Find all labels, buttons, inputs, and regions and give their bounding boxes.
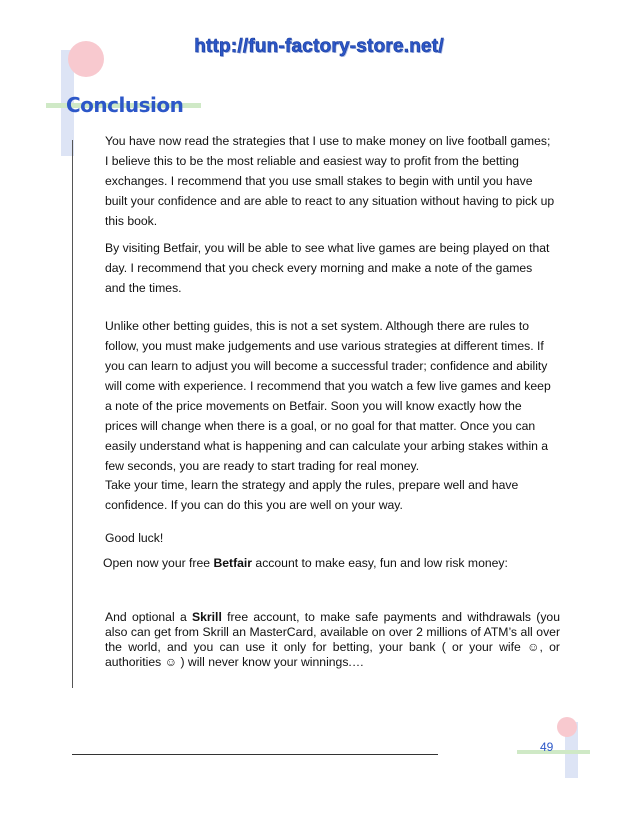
betfair-offer-suffix: account to make easy, fun and low risk money: [252, 556, 508, 570]
footer-decorative-horizontal-bar [517, 750, 590, 754]
paragraph-intro: You have now read the strategies that I use to make money on live football games; I believe this to be the most reliable and easiest way to profit from the betting exchanges. I recommend that you use small stakes to begin with until you have built your confidence and are able to react to any situation without having to pick up this book. [105, 134, 555, 228]
left-margin-rule [72, 140, 73, 688]
paragraph-system: Unlike other betting guides, this is not a set system. Although there are rules to follow, you must make judgements and use various strategies at different times. If you can learn to adjust you will become a successful trader; confidence and ability will come with experience. I recommend that you watch a few live games and keep a note of the price movements on Betfair. Soon you will know exactly how the prices will change when there is a goal, or no goal for that matter. Once you can easily understand what is happening and can calculate your arbing stakes within a few seconds, you are ready to start trading for real money. [105, 319, 551, 473]
skrill-paragraph [105, 610, 560, 670]
paragraph-take-time: Take your time, learn the strategy and apply the rules, prepare well and have confidence. If you can do this you are well on your way. [105, 478, 519, 512]
section-title: Conclusion [66, 93, 184, 117]
skrill-suffix: free account, to make safe payments and withdrawals (you also can get from Skrill an MasterCard, available on over 2 millions of ATM’s all over the world, and you can use it only for betting, your bank ( or your wife ☺, or authorities ☺ ) will never know your winnings.… [105, 610, 560, 669]
betfair-offer-prefix: Open now your free [103, 556, 214, 570]
header-url-link[interactable]: http://fun-factory-store.net/ [194, 36, 444, 57]
paragraph-good-luck: Good luck! [105, 531, 164, 545]
skrill-link[interactable]: Skrill [192, 610, 222, 624]
skrill-prefix: And optional a [105, 610, 193, 624]
page-number: 49 [540, 740, 554, 754]
betfair-offer-line [103, 553, 573, 573]
betfair-link[interactable]: Betfair [213, 556, 253, 570]
footer-rule [72, 754, 438, 755]
footer-decorative-circle [557, 717, 577, 737]
paragraph-betfair-visit: By visiting Betfair, you will be able to see what live games are being played on that day. I recommend that you check every morning and make a note of the games and the times. [105, 241, 550, 295]
